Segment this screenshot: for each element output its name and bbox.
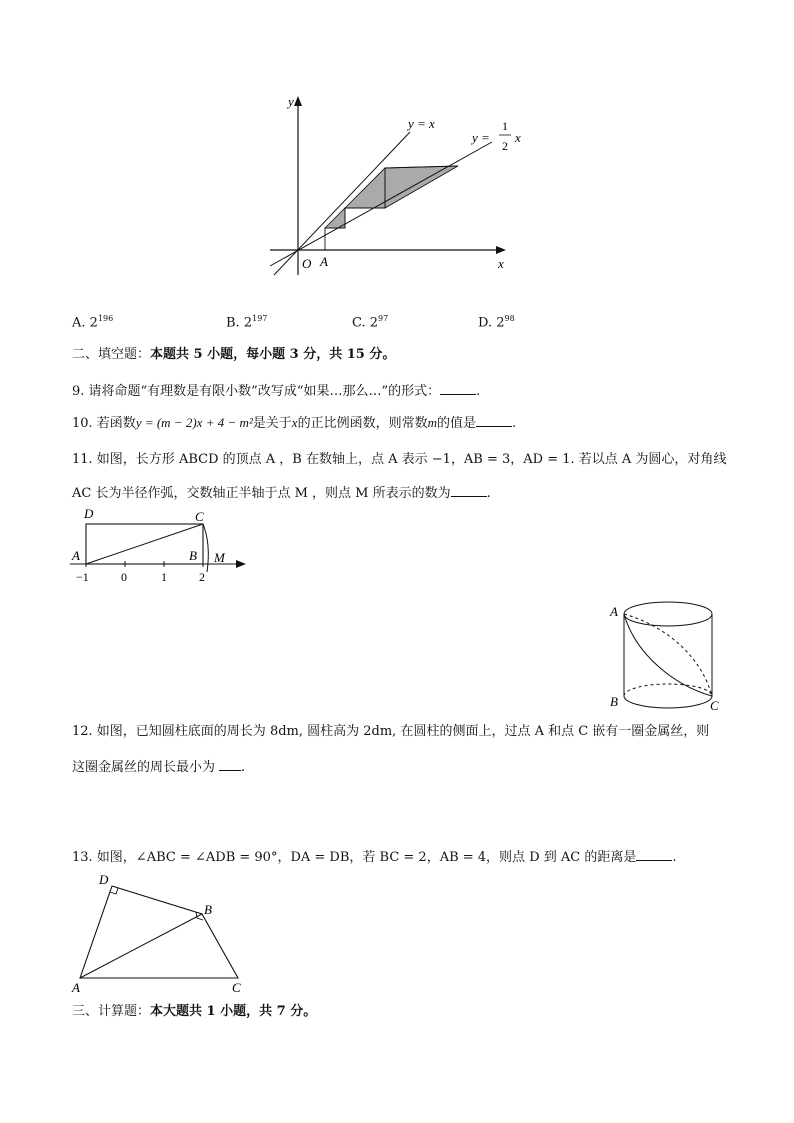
question-10: 10. 若函数y = (m − 2)x + 4 − m²是关于x的正比例函数，则常数m的值是 . <box>72 412 516 434</box>
option-a: A. $2^{196}$ <box>72 314 114 331</box>
x-axis-arrow <box>496 246 506 254</box>
answer-blank <box>219 756 241 771</box>
cylinder-bottom-front <box>624 696 712 708</box>
label-line2-var: x <box>515 130 521 145</box>
shaded-triangle <box>385 166 458 208</box>
section-3-heading: 三、计算题：本大题共 1 小题，共 7 分。 <box>72 1004 317 1019</box>
label-m: M <box>214 550 225 565</box>
label-c: C <box>195 509 204 524</box>
question-12-line2: 这圈金属丝的周长最小为 . <box>72 756 245 778</box>
quadrilateral-figure <box>66 868 256 996</box>
question-11-line2: AC 长为半径作弧，交数轴正半轴于点 M ，则点 M 所表示的数为 . <box>72 482 491 504</box>
formula: y = (m − 2)x + 4 − m² <box>135 415 253 430</box>
label-b: B <box>204 902 212 917</box>
label-y: y <box>288 94 294 109</box>
tick-label: −1 <box>76 570 89 584</box>
shaded-triangle <box>345 168 385 208</box>
lines-figure <box>260 90 540 280</box>
y-axis-arrow <box>294 96 302 106</box>
rectangle-number-line-figure <box>66 504 256 586</box>
answer-blank <box>636 846 672 861</box>
label-a: A <box>610 604 618 619</box>
tick-label: 0 <box>121 570 127 584</box>
diagonal-ac <box>86 524 203 564</box>
label-b: B <box>189 548 197 563</box>
question-12-line1: 12. 如图，已知圆柱底面的周长为 8dm, 圆柱高为 2dm, 在圆柱的侧面上，过点 A 和点 C 嵌有一圈金属丝，则 <box>72 724 710 739</box>
label-line1: y = x <box>408 116 435 131</box>
number-line-arrow <box>236 560 246 568</box>
answer-blank <box>451 482 487 497</box>
tick-label: 2 <box>199 570 205 584</box>
tick-label: 1 <box>161 570 167 584</box>
line-y-half-x <box>270 142 492 266</box>
label-line2-num: 1 <box>502 119 508 133</box>
option-c: C. $2^{97}$ <box>352 314 389 331</box>
cylinder-bottom-back <box>624 684 712 696</box>
arc <box>203 524 208 572</box>
label-d: D <box>99 872 109 887</box>
label-x: x <box>498 256 504 271</box>
cylinder-figure <box>606 596 726 714</box>
option-b: B. $2^{197}$ <box>226 314 268 331</box>
question-11-line1: 11. 如图，长方形 ABCD 的顶点 A ，B 在数轴上，点 A 表示 −1，AB = 3，AD = 1. 若以点 A 为圆心，对角线 <box>72 452 727 467</box>
label-b: B <box>610 694 618 709</box>
cylinder-top <box>624 602 712 626</box>
question-9: 9. 请将命题“有理数是有限小数”改写成“如果…那么…”的形式： . <box>72 380 480 402</box>
label-a: A <box>320 254 328 269</box>
label-line2-den: 2 <box>502 139 508 153</box>
label-c: C <box>232 980 241 995</box>
answer-blank <box>476 412 512 427</box>
label-line2-prefix: y = <box>472 130 490 145</box>
option-d: D. $2^{98}$ <box>478 314 515 331</box>
answer-blank <box>440 380 476 395</box>
label-a: A <box>72 980 80 995</box>
label-d: D <box>84 506 94 521</box>
question-13: 13. 如图，∠ABC = ∠ADB = 90°，DA = DB，若 BC = 2，AB = 4，则点 D 到 AC 的距离是 . <box>72 846 677 868</box>
label-a: A <box>72 548 80 563</box>
section-2-heading: 二、填空题：本题共 5 小题，每小题 3 分，共 15 分。 <box>72 347 396 362</box>
diagonal-ab <box>80 914 202 978</box>
label-c: C <box>710 698 719 713</box>
label-origin: O <box>302 256 312 271</box>
quadrilateral-adbc <box>80 886 238 978</box>
